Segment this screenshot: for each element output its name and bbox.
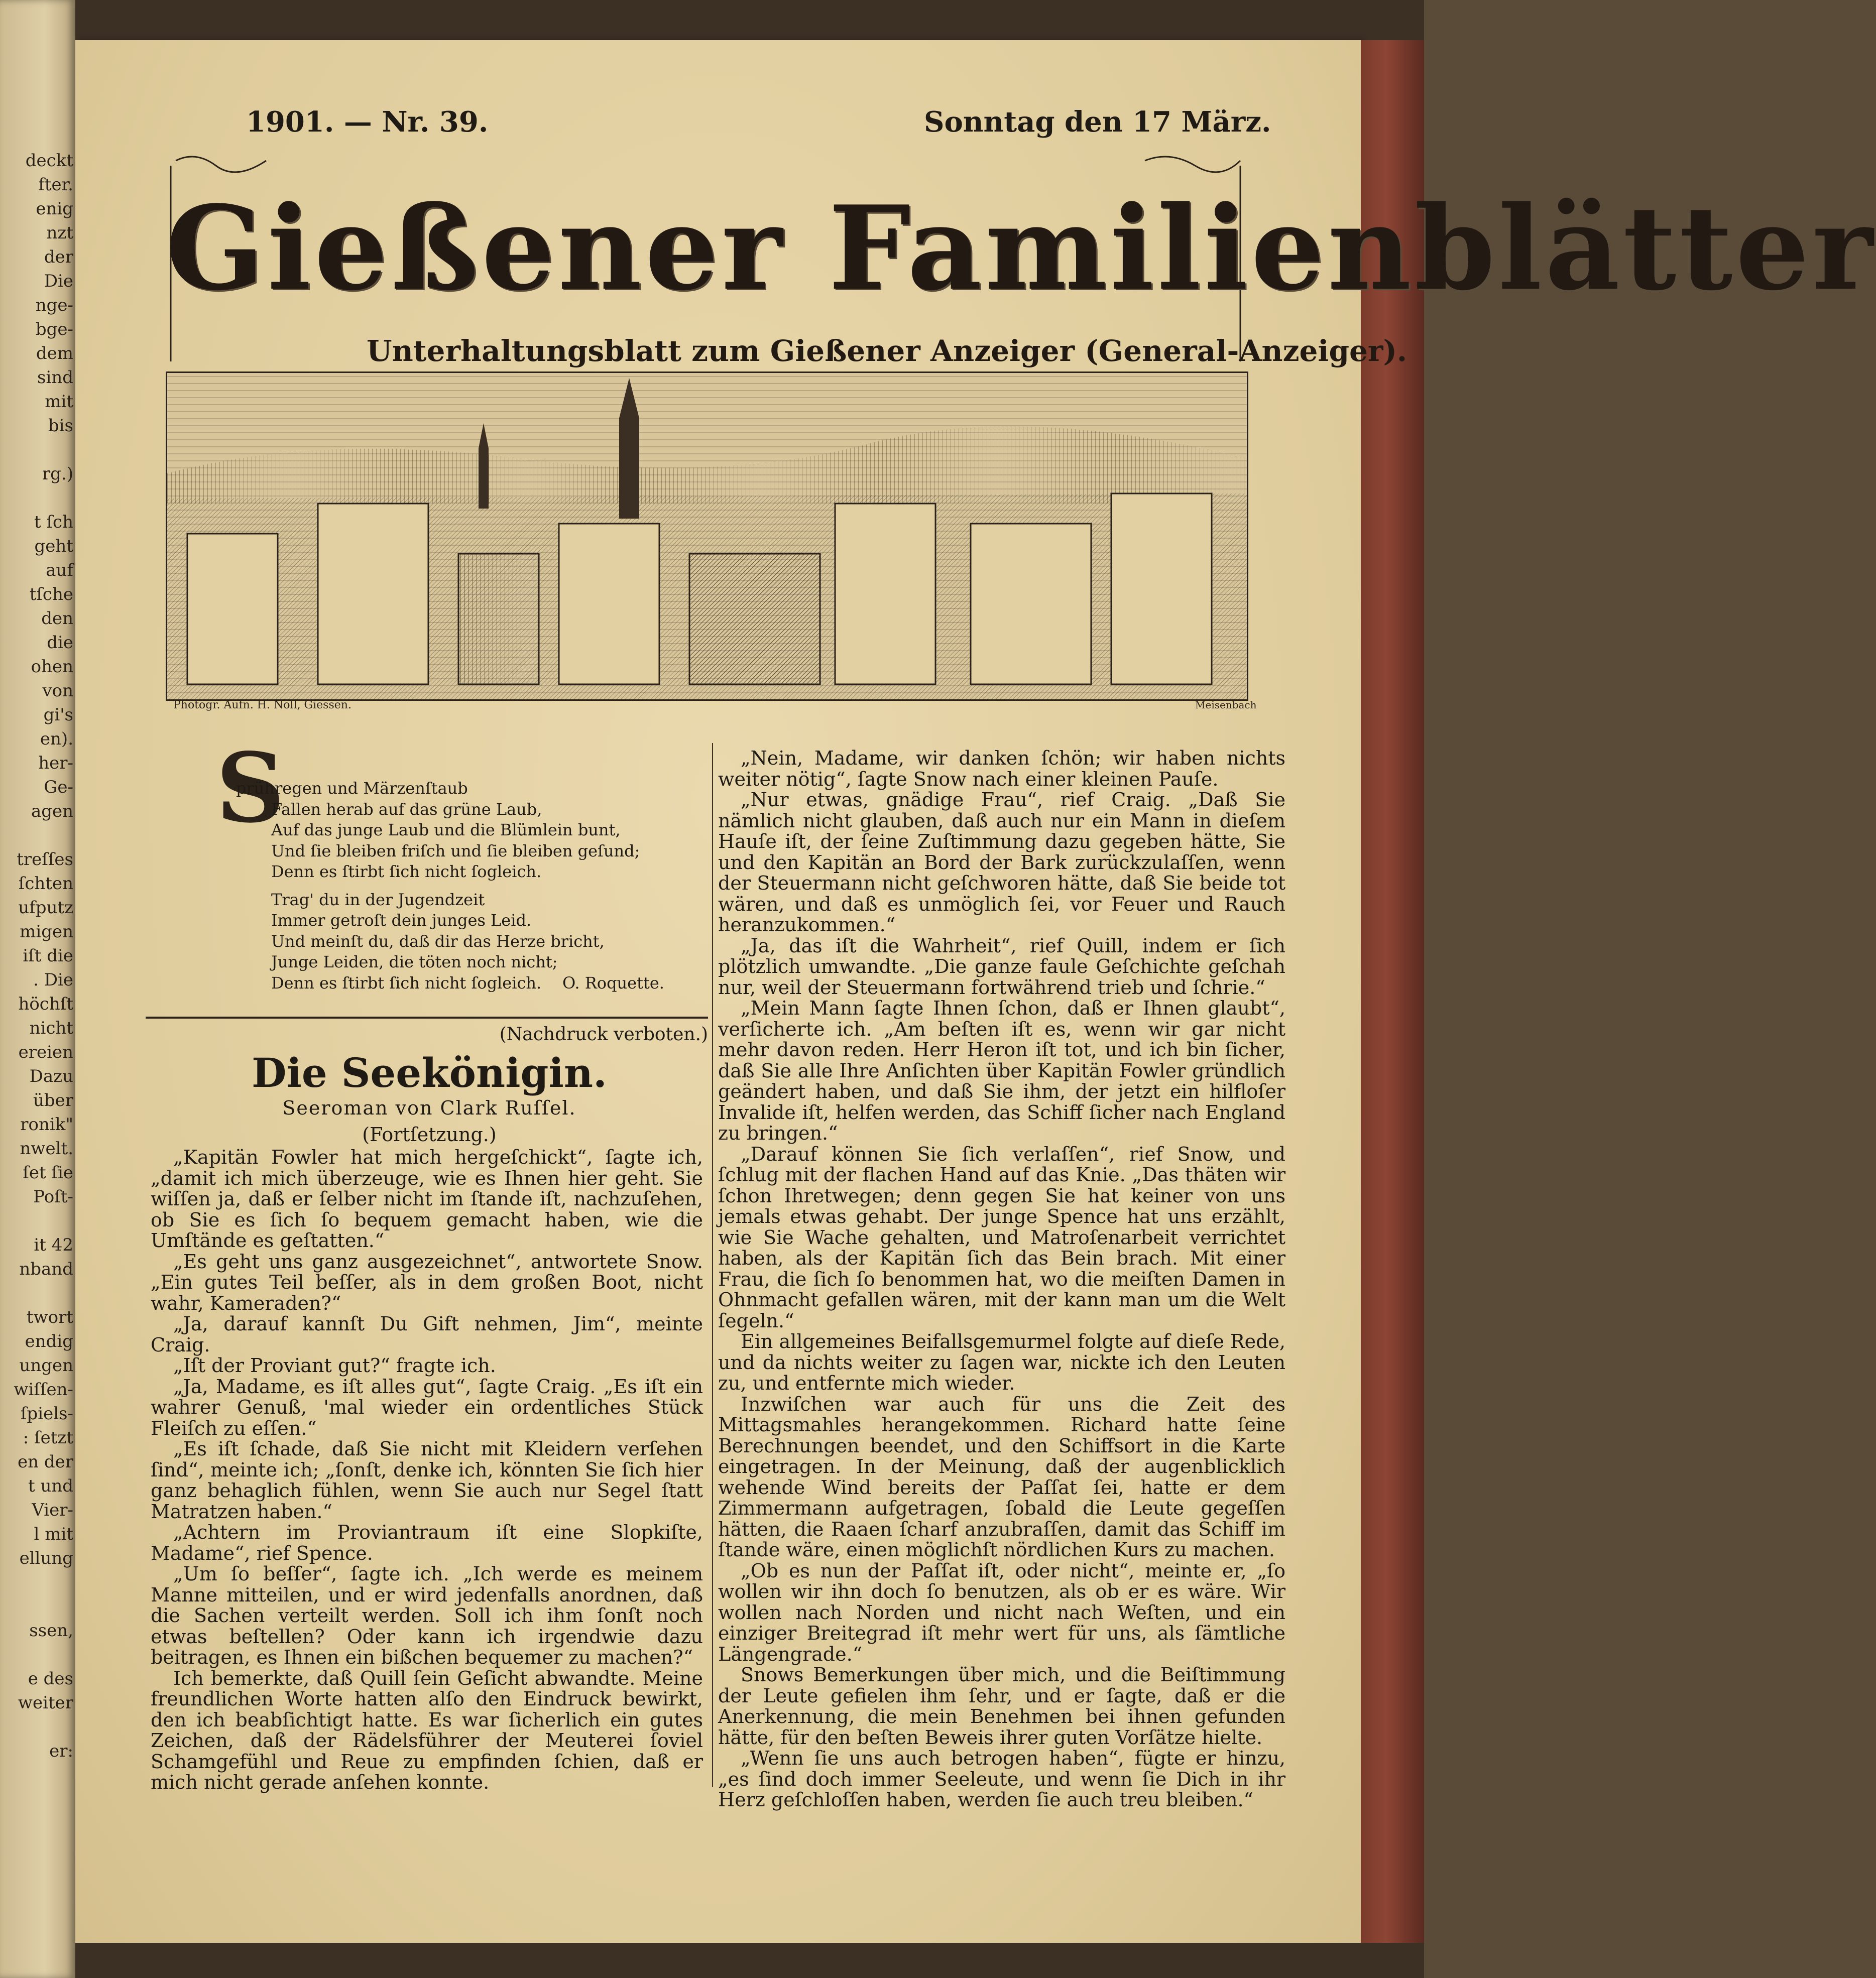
scan-bottom-background bbox=[75, 1943, 1424, 1978]
poem-line-text: Denn es ſtirbt ſich nicht ſogleich. bbox=[271, 973, 542, 993]
margin-fragment: von bbox=[42, 681, 73, 701]
engraver-credit: Meisenbach bbox=[1195, 699, 1257, 711]
margin-fragment: Dazu bbox=[29, 1066, 73, 1086]
margin-fragment: Die bbox=[44, 271, 73, 291]
article-paragraph: Inzwiſchen war auch für uns die Zeit des Mittagsmahles herangekommen. Richard hatte ſeine Berechnungen beendet, und den Schiffsort in die Karte eingetragen. In der Meinung, daß der augenblicklich wehende Wind bereits der Paſſat ſei, hatte er dem Zimmermann aufgetragen, ſobald die Leute gegeſſen hätten, die Raaen ſcharf anzubraſſen, damit das Schiff im ſtande wäre, einen möglichſt nördlichen Kurs zu machen. bbox=[718, 1393, 1285, 1561]
newspaper-title: Gießener Familienblätter bbox=[166, 181, 1876, 316]
article-paragraph: „Mein Mann ſagte Ihnen ſchon, daß er Ihnen glaubt“, verſicherte ich. „Am beſten iſt es, wenn wir gar nicht mehr davon reden. Herr Heron iſt tot, und ich bin ſicher, daß Sie alle Ihre Anſichten über Kapitän Fowler gründlich geändert haben, und daß Sie ihm, der jetzt ein hilfloſer Invalide iſt, helfen werden, das Schiff ſicher nach England zu bringen.“ bbox=[718, 997, 1285, 1144]
margin-fragment: ſchten bbox=[18, 874, 73, 894]
masthead bbox=[166, 151, 1876, 368]
margin-fragment: höchſt bbox=[18, 994, 73, 1014]
margin-fragment: en). bbox=[40, 729, 73, 749]
margin-fragment: wiſſen- bbox=[14, 1380, 73, 1400]
poem-author: O. Roquette. bbox=[562, 973, 664, 993]
article-paragraph: Ich bemerkte, daß Quill ſein Geſicht abwandte. Meine freundlichen Worte hatten alſo den Eindruck bewirkt, den ich beabſichtigt hatte. Es war ſicherlich ein gutes Zeichen, daß der Rädelsführer der Meuterei ſoviel Schamgefühl und Reue zu empfinden ſchien, daß er mich nicht gerade anſehen konnte. bbox=[151, 1667, 703, 1793]
margin-fragment: . Die bbox=[33, 970, 73, 990]
issue-date: Sonntag den 17 März. bbox=[924, 105, 1271, 139]
article-paragraph: „Wenn ſie uns auch betrogen haben“, fügte er hinzu, „es ſind doch immer Seeleute, und wenn ſie Dich in ihr Herz geſchloſſen haben, werden ſie auch treu bleiben.“ bbox=[718, 1747, 1285, 1811]
poem-line: Fallen herab auf das grüne Laub, bbox=[271, 799, 542, 819]
photo-credit: Photogr. Aufn. H. Noll, Giessen. bbox=[173, 699, 351, 711]
margin-fragment: weiter bbox=[18, 1693, 73, 1713]
margin-fragment: über bbox=[33, 1090, 73, 1110]
poem-line: Und ſie bleiben friſch und ſie bleiben geſund; bbox=[271, 841, 640, 860]
poem-line-last bbox=[221, 973, 693, 994]
margin-fragment: it 42 bbox=[34, 1235, 73, 1255]
margin-fragment: ereien bbox=[18, 1042, 73, 1062]
article-paragraph: „Es geht uns ganz ausgezeichnet“, antwortete Snow. „Ein gutes Teil beſſer, als in dem großen Boot, nicht wahr, Kameraden?“ bbox=[151, 1250, 703, 1314]
margin-fragment: ufputz bbox=[18, 898, 73, 918]
margin-fragment: bge- bbox=[35, 319, 73, 339]
margin-fragment: nicht bbox=[29, 1018, 73, 1038]
reprint-note: (Nachdruck verboten.) bbox=[499, 1024, 708, 1045]
city-engraving-image bbox=[166, 372, 1248, 701]
adjacent-page-edge bbox=[0, 0, 75, 1978]
margin-fragment: treſſes bbox=[17, 849, 73, 870]
margin-fragment: rg.) bbox=[42, 464, 73, 484]
poem bbox=[221, 778, 693, 994]
margin-fragment: bis bbox=[48, 416, 73, 436]
margin-fragment: ssen, bbox=[29, 1621, 73, 1641]
margin-fragment: fter. bbox=[38, 175, 73, 195]
margin-fragment: sind bbox=[37, 367, 73, 388]
margin-fragment: der bbox=[44, 247, 73, 267]
margin-fragment: geht bbox=[34, 536, 73, 556]
margin-fragment: en der bbox=[18, 1452, 73, 1472]
article-paragraph: „Ja, Madame, es iſt alles gut“, ſagte Craig. „Es iſt ein wahrer Genuß, 'mal wieder ein ordentliches Stück Fleiſch zu eſſen.“ bbox=[151, 1375, 703, 1439]
poem-line: Denn es ſtirbt ſich nicht ſogleich. bbox=[271, 862, 542, 881]
margin-fragment: auf bbox=[46, 560, 73, 580]
article-paragraph: „Nur etwas, gnädige Frau“, rief Craig. „Daß Sie nämlich nicht glauben, daß auch nur ein Mann in dieſem Hauſe iſt, der ſeine Zuſtimmung dazu gegeben hätte, Sie und den Kapitän an Bord der Bark zurückzulaſſen, wenn der Steuermann nicht geſchworen hätte, daß Sie beide tot wären, und daß es unmöglich ſei, vor Feuer und Rauch heranzukommen.“ bbox=[718, 789, 1285, 936]
margin-fragment: endig bbox=[25, 1331, 73, 1351]
margin-fragment: migen bbox=[20, 922, 73, 942]
city-panorama-illustration bbox=[167, 373, 1247, 699]
margin-fragment: tſche bbox=[29, 584, 73, 604]
article-paragraph: „Kapitän Fowler hat mich hergeſchickt“, ſagte ich, „damit ich mich überzeuge, wie es Ihnen hier geht. Sie wiſſen ja, daß er ſelber nicht im ſtande iſt, nachzuſehen, ob Sie es ſich ſo bequem gemacht haben, wie die Umſtände es geſtatten.“ bbox=[151, 1146, 703, 1252]
margin-fragment: dem bbox=[36, 343, 73, 363]
margin-fragment: l mit bbox=[34, 1524, 73, 1544]
margin-fragment: ronik" bbox=[20, 1115, 73, 1135]
article-column-2 bbox=[718, 748, 1285, 1811]
poem-dropcap: S bbox=[216, 732, 285, 844]
margin-fragment: agen bbox=[31, 801, 73, 821]
margin-fragment: die bbox=[47, 633, 73, 653]
column-divider bbox=[712, 743, 713, 1787]
margin-fragment: ſpiels- bbox=[20, 1404, 73, 1424]
margin-fragment: ungen bbox=[19, 1355, 73, 1376]
article-title: Die Seekönigin. bbox=[252, 1049, 607, 1096]
article-byline: Seeroman von Clark Ruſſel. bbox=[282, 1097, 576, 1119]
article-column-1 bbox=[151, 1147, 703, 1793]
margin-fragment: enig bbox=[36, 199, 73, 219]
section-divider bbox=[146, 1017, 708, 1019]
margin-fragment: mit bbox=[45, 392, 73, 412]
margin-fragment: gi's bbox=[43, 705, 73, 725]
article-paragraph: „Nein, Madame, wir danken ſchön; wir haben nichts weiter nötig“, ſagte Snow nach einer kleinen Pauſe. bbox=[718, 747, 1285, 790]
margin-fragment: nzt bbox=[46, 223, 73, 243]
poem-line: prühregen und Märzenſtaub bbox=[236, 779, 468, 798]
newspaper-subtitle: Unterhaltungsblatt zum Gießener Anzeiger (General-Anzeiger). bbox=[367, 334, 1408, 368]
margin-fragment: t und bbox=[28, 1476, 73, 1496]
margin-fragment: nge- bbox=[35, 295, 73, 315]
margin-fragment: Ge- bbox=[44, 777, 73, 797]
article-paragraph: Snows Bemerkungen über mich, und die Beiſtimmung der Leute gefielen ihm ſehr, und er ſagte, daß er die Anerkennung, die mein Benehmen bei ihnen gefunden hätte, für den beſten Beweis ihrer guten Vorſätze hielte. bbox=[718, 1664, 1285, 1749]
margin-fragment: nwelt. bbox=[20, 1139, 73, 1159]
article-paragraph: „Es iſt ſchade, daß Sie nicht mit Kleidern verſehen ſind“, meinte ich; „ſonſt, denke ich, könnten Sie ſich hier ganz behaglich fühlen, wenn Sie auch nur Segel ſtatt Matratzen haben.“ bbox=[151, 1438, 703, 1523]
poem-line: Auf das junge Laub und die Blümlein bunt, bbox=[271, 820, 621, 839]
article-continuation: (Fortſetzung.) bbox=[362, 1124, 497, 1146]
article-paragraph: „Darauf können Sie ſich verlaſſen“, rief Snow, und ſchlug mit der flachen Hand auf das Knie. „Das thäten wir ſchon Ihretwegen; denn gegen Sie hat keiner von uns jemals etwas gehabt. Der junge Spence hat uns erzählt, wie Sie Wache gehalten, und Matroſenarbeit verrichtet haben, als der Kapitän ſich das Bein brach. Mit einer Frau, die ſich ſo benommen hat, wo die meiſten Damen in Ohnmacht gefallen wären, mit der kann man um die Welt ſegeln.“ bbox=[718, 1143, 1285, 1332]
scan-top-background bbox=[75, 0, 1424, 40]
poem-line: Trag' du in der Jugendzeit bbox=[271, 890, 485, 909]
margin-fragment: iſt die bbox=[23, 946, 73, 966]
article-paragraph: „Ja, das iſt die Wahrheit“, rief Quill, indem er ſich plötzlich umwandte. „Die ganze faule Geſchichte geſchah nur, weil der Steuermann fortwährend trieb und ſchrie.“ bbox=[718, 934, 1285, 999]
article-paragraph: „Ob es nun der Paſſat iſt, oder nicht“, meinte er, „ſo wollen wir ihn doch ſo benutzen, als ob er es wäre. Wir wollen nach Norden und nicht nach Weſten, und ein einziger Breitegrad iſt mehr wert für uns, als ſämtliche Längengrade.“ bbox=[718, 1559, 1285, 1665]
margin-fragment: Vier- bbox=[32, 1500, 73, 1520]
margin-fragment: her- bbox=[38, 753, 73, 773]
margin-fragment: nband bbox=[19, 1259, 73, 1279]
margin-fragment: den bbox=[41, 608, 73, 629]
margin-fragment: deckt bbox=[25, 151, 73, 171]
article-paragraph: „Iſt der Proviant gut?“ fragte ich. bbox=[173, 1354, 496, 1377]
book-binding-edge bbox=[1361, 40, 1424, 1943]
margin-fragment: er: bbox=[49, 1741, 73, 1761]
article-paragraph: „Um ſo beſſer“, ſagte ich. „Ich werde es meinem Manne mitteilen, und er wird jedenfalls anordnen, daß die Sachen verteilt werden. Soll ich ihm ſonſt noch etwas beſtellen? Oder kann ich irgendwie dazu beitragen, es Ihnen ein bißchen bequemer zu machen?“ bbox=[151, 1563, 703, 1668]
margin-fragment: ellung bbox=[19, 1548, 73, 1568]
article-paragraph: „Ja, darauf kannſt Du Gift nehmen, Jim“, meinte Craig. bbox=[151, 1313, 703, 1356]
margin-fragment: ſet ſie bbox=[23, 1163, 73, 1183]
margin-fragment: : ſetzt bbox=[23, 1428, 73, 1448]
poem-line: Und meinſt du, daß dir das Herze bricht, bbox=[271, 931, 605, 951]
article-paragraph: Ein allgemeines Beifallsgemurmel folgte auf dieſe Rede, und da nichts weiter zu ſagen war, nickte ich den Leuten zu, und entfernte mich wieder. bbox=[718, 1330, 1285, 1394]
margin-fragment: ohen bbox=[31, 657, 73, 677]
poem-line: Junge Leiden, die töten noch nicht; bbox=[271, 952, 558, 971]
poem-line: Immer getroſt dein junges Leid. bbox=[271, 911, 532, 930]
issue-number: 1901. — Nr. 39. bbox=[246, 105, 489, 139]
margin-fragment: twort bbox=[26, 1307, 73, 1327]
margin-fragment: Poſt- bbox=[33, 1187, 73, 1207]
margin-fragment: t ſch bbox=[34, 512, 73, 532]
margin-fragment: e des bbox=[28, 1669, 73, 1689]
article-paragraph: „Achtern im Proviantraum iſt eine Slopkiſte, Madame“, rief Spence. bbox=[151, 1521, 703, 1564]
